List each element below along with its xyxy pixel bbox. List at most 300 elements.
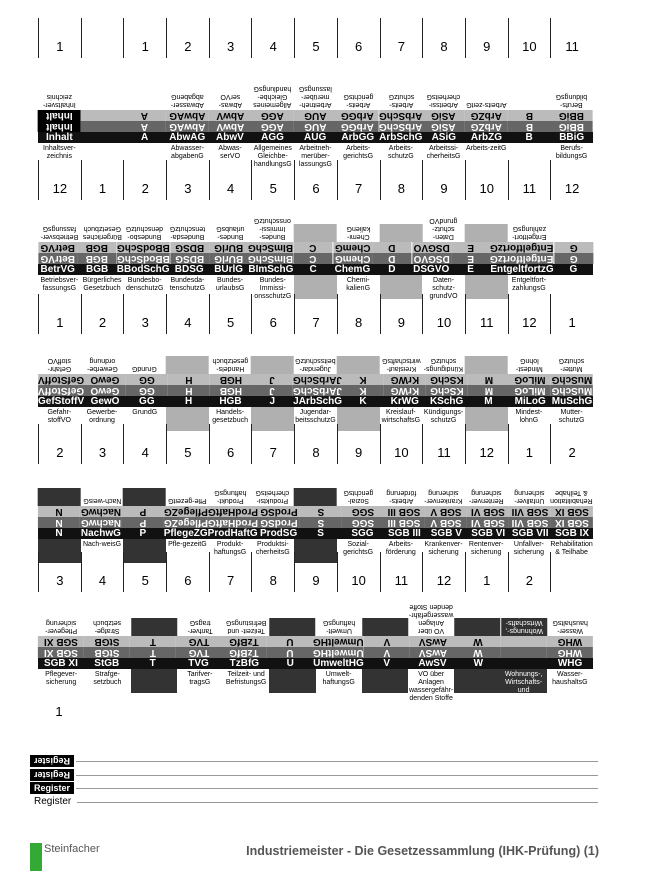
tab-number-label: 7 bbox=[312, 315, 320, 330]
tab-numbers-row-5 bbox=[38, 552, 593, 592]
tab-description-flipped: Rentenver-sicherung bbox=[468, 489, 504, 504]
tab-abbreviation-flipped-dark: StGB bbox=[84, 647, 130, 658]
tab-abbreviation-flipped-dark: N bbox=[38, 517, 80, 528]
tab-abbreviation-flipped-dark: ArbGG bbox=[336, 121, 379, 132]
tab-abbreviation-flipped: P bbox=[122, 506, 164, 517]
tab-number bbox=[337, 294, 380, 334]
tab-description-flipped: Allgemeines Gleichbe-handlungsG bbox=[253, 85, 292, 108]
tab-abbreviation-flipped: W bbox=[455, 636, 501, 647]
tab-number bbox=[422, 294, 465, 334]
tab-description-flipped: Rehabilitation & Teilhabe bbox=[550, 489, 593, 504]
tab-abbreviation-flipped: S bbox=[300, 506, 342, 517]
tab-number-label: 1 bbox=[55, 704, 63, 719]
tab-abbreviation-flipped-dark: WHG bbox=[547, 647, 593, 658]
tab-number bbox=[550, 424, 593, 464]
tab-description: Betriebsver-fassungsG bbox=[40, 277, 79, 292]
tab-description-flipped: Mutter-schutzG bbox=[558, 357, 585, 372]
tab-number bbox=[251, 294, 294, 334]
tab-number-label: 7 bbox=[226, 573, 235, 588]
tab-number bbox=[337, 552, 380, 592]
tab-abbreviation-flipped: M bbox=[468, 374, 510, 385]
tab-number-label: 2 bbox=[56, 445, 64, 460]
tab-abbreviation-flipped-dark: AwSV bbox=[410, 647, 456, 658]
tab-number-label: 5 bbox=[184, 445, 192, 460]
tab-abbreviation: MuSchG bbox=[551, 396, 593, 407]
document-title: Industriemeister - Die Gesetzessammlung (IHK-Prüfung) (1) bbox=[246, 844, 599, 858]
tab-description: Bundesda-tenschutzG bbox=[169, 277, 206, 292]
tab-description-flipped bbox=[251, 356, 294, 374]
tab-abbreviation: BDSG bbox=[170, 264, 209, 275]
tab-number bbox=[166, 18, 209, 58]
tab-abbreviation bbox=[81, 132, 124, 143]
tab-abbreviation: T bbox=[130, 658, 176, 669]
tab-description-flipped: VO über Anlagen wassergefähr-denden Stoffe bbox=[408, 603, 454, 634]
tab-number-label: 7 bbox=[397, 39, 405, 54]
tab-description: Strafge-setzbuch bbox=[93, 671, 122, 686]
tab-number-label: 10 bbox=[436, 315, 452, 330]
tab-abbreviation-flipped: JArbSchG bbox=[293, 374, 343, 385]
tab-number-label: 12 bbox=[522, 315, 537, 330]
tab-number-label: 5 bbox=[141, 573, 149, 588]
tab-number-label: 1 bbox=[56, 39, 64, 54]
tab-description-flipped: Kündigungs-schutzG bbox=[423, 357, 464, 372]
tab-number-label: 6 bbox=[269, 315, 277, 330]
tab-abbreviation: MiLoG bbox=[509, 396, 551, 407]
tab-abbreviation-flipped: BBodSchG bbox=[116, 242, 170, 253]
tab-description-flipped: Bundesbo-denschutzG bbox=[126, 225, 164, 240]
tab-number-label: 7 bbox=[269, 445, 277, 460]
tab-description: Mutter-schutzG bbox=[558, 409, 585, 424]
tab-description-flipped bbox=[380, 224, 423, 242]
tab-description-flipped bbox=[362, 618, 408, 636]
tab-numbers-row-1 bbox=[38, 18, 593, 58]
tab-description-flipped: Krankenver-sicherung bbox=[424, 489, 463, 504]
tab-number-label: 5 bbox=[269, 181, 277, 196]
tab-number-label: 3 bbox=[141, 315, 149, 330]
tab-description-flipped: Arbeits-förderung bbox=[385, 489, 416, 504]
tab-description: Arbeits-gerichtsG bbox=[343, 145, 374, 160]
tab-description-flipped: Wohnungs-, Wirtschafts- und Sozialunion bbox=[501, 618, 547, 636]
tab-number-label: 1 bbox=[525, 445, 534, 460]
tab-number bbox=[337, 160, 380, 200]
tab-description-flipped: Gefahr-stoffVO bbox=[47, 357, 72, 372]
tab-abbreviation: BetrVG bbox=[38, 264, 77, 275]
tab-abbreviation: DSGVO bbox=[413, 264, 450, 275]
tab-number bbox=[508, 424, 551, 464]
tab-description-flipped: Strafge-setzbuch bbox=[93, 619, 122, 634]
tab-abbreviation-flipped: K bbox=[342, 374, 384, 385]
tab-row-1 bbox=[38, 85, 593, 168]
tab-number-label: 2 bbox=[184, 39, 192, 54]
tab-abbreviation-flipped: AwSV bbox=[410, 636, 456, 647]
tab-abbreviation-flipped-dark: S bbox=[300, 517, 342, 528]
tab-abbreviation-flipped-dark: SGB IX bbox=[551, 517, 593, 528]
tab-number bbox=[81, 18, 124, 58]
tab-number-label: 9 bbox=[312, 573, 320, 588]
tab-abbreviation: ArbGG bbox=[336, 132, 379, 143]
tab-abbreviation-flipped-dark: AbwAG bbox=[166, 121, 209, 132]
tab-abbreviation: KrWG bbox=[384, 396, 426, 407]
tab-abbreviation-flipped-dark: M bbox=[468, 385, 510, 396]
tab-numbers-row-4 bbox=[38, 424, 593, 464]
tab-number-label: 11 bbox=[479, 315, 494, 330]
tab-abbreviation: WHG bbox=[547, 658, 593, 669]
tab-abbreviation: E bbox=[451, 264, 490, 275]
tab-abbreviation-flipped-dark: UmweltHG bbox=[313, 647, 364, 658]
tab-number-label: 1 bbox=[98, 181, 107, 196]
tab-abbreviation-flipped: AGG bbox=[251, 110, 294, 121]
tab-description: Jugendar-beitsschutzG bbox=[295, 409, 336, 424]
tab-description: Gefahr-stoffVO bbox=[47, 409, 72, 424]
tab-number bbox=[251, 18, 294, 58]
tab-abbreviation: ArbSchG bbox=[379, 132, 423, 143]
tab-number-label: 5 bbox=[226, 315, 235, 330]
tab-description: Pfle-gezeitG bbox=[168, 541, 207, 548]
tab-abbreviation-flipped-dark: BImSchG bbox=[248, 253, 294, 264]
tab-abbreviation-flipped: EntgeltfortzG bbox=[490, 242, 554, 253]
tab-abbreviation-flipped: PflegeZG bbox=[163, 506, 208, 517]
tab-abbreviation-flipped-dark bbox=[81, 121, 124, 132]
tab-number bbox=[380, 424, 423, 464]
tab-abbreviation-flipped: NachwG bbox=[80, 506, 121, 517]
tab-number-label: 6 bbox=[226, 445, 235, 460]
tab-number-label: 1 bbox=[483, 573, 491, 588]
tab-abbreviation-flipped-dark: ChemG bbox=[334, 253, 371, 264]
tab-number bbox=[251, 552, 294, 592]
tab-description: Sozial-gerichtsG bbox=[343, 541, 374, 556]
tab-abbreviation-flipped: ChemG bbox=[334, 242, 371, 253]
tab-number bbox=[166, 552, 209, 592]
tab-description-flipped bbox=[294, 488, 337, 506]
tab-abbreviation-flipped: ProdHaftG bbox=[207, 506, 258, 517]
tab-abbreviation-flipped bbox=[81, 110, 124, 121]
tab-abbreviation: EntgeltfortzG bbox=[490, 264, 554, 275]
tab-description: Teilzeit- und BefristungsG bbox=[225, 671, 267, 686]
tab-abbreviation-flipped-dark: HGB bbox=[210, 385, 252, 396]
tab-abbreviation: W bbox=[455, 658, 501, 669]
tab-abbreviation-flipped-dark: TVG bbox=[176, 647, 222, 658]
register-label: Register bbox=[30, 769, 74, 781]
tab-number bbox=[81, 294, 124, 334]
tab-number-label: 8 bbox=[397, 181, 405, 196]
tab-abbreviation-flipped: SGB III bbox=[383, 506, 425, 517]
tab-abbreviation: ProdSG bbox=[258, 528, 300, 539]
tab-abbreviation: GefStoffV bbox=[38, 396, 85, 407]
tab-number-label: 8 bbox=[355, 315, 363, 330]
tab-description-flipped: Bürgerliches Gesetzbuch bbox=[82, 225, 122, 240]
tab-number bbox=[251, 424, 294, 464]
tab-number bbox=[251, 160, 294, 200]
tab-abbreviation-flipped-dark: ArbSchG bbox=[379, 121, 423, 132]
tab-abbreviation: AwSV bbox=[410, 658, 456, 669]
tab-abbreviation-flipped: DSGVO bbox=[413, 242, 450, 253]
tab-abbreviation: PflegeZG bbox=[163, 528, 208, 539]
tab-abbreviation-flipped: KSchG bbox=[426, 374, 468, 385]
tab-numbers-row-3 bbox=[38, 294, 593, 334]
tab-abbreviation-flipped-dark: J bbox=[251, 385, 293, 396]
tab-description: Inhaltsver-zeichnis bbox=[43, 145, 76, 160]
tab-abbreviation-flipped-dark: EntgeltfortzG bbox=[490, 253, 554, 264]
tab-number bbox=[38, 160, 81, 200]
tab-description-flipped bbox=[269, 618, 315, 636]
tab-abbreviation bbox=[501, 658, 547, 669]
tab-description-flipped bbox=[38, 488, 81, 506]
tab-abbreviation: J bbox=[251, 396, 293, 407]
tab-abbreviation: G bbox=[554, 264, 593, 275]
tab-abbreviation: S bbox=[300, 528, 342, 539]
tab-description: Umwelt-haftungsG bbox=[322, 671, 355, 686]
tab-abbreviation: KSchG bbox=[426, 396, 468, 407]
tab-abbreviation: ASiG bbox=[422, 132, 465, 143]
tab-abbreviation-flipped: HGB bbox=[210, 374, 252, 385]
tab-description-flipped: Arbeitssi-cherheitsG bbox=[426, 93, 461, 108]
tab-abbreviation-flipped: SGB IX bbox=[551, 506, 593, 517]
tab-abbreviation-flipped-dark: B bbox=[508, 121, 551, 132]
tab-description-flipped: Handels-gesetzbuch bbox=[212, 357, 248, 372]
tab-number-label: 10 bbox=[479, 181, 494, 196]
tab-abbreviation-flipped-dark: BBodSchG bbox=[116, 253, 170, 264]
tab-abbreviation: GG bbox=[126, 396, 168, 407]
tab-abbreviation-flipped-dark: SGB XI bbox=[38, 647, 84, 658]
register-label: Register bbox=[30, 755, 74, 767]
tab-number-label: 6 bbox=[355, 39, 363, 54]
tab-abbreviation: M bbox=[468, 396, 510, 407]
tab-abbreviation: ArbZG bbox=[465, 132, 508, 143]
tab-number-label: 10 bbox=[394, 445, 409, 460]
tab-abbreviation: C bbox=[293, 264, 332, 275]
tab-abbreviation: NachwG bbox=[80, 528, 121, 539]
tab-description: Arbeits-schutzG bbox=[388, 145, 414, 160]
tab-abbreviation: H bbox=[168, 396, 210, 407]
tab-description-flipped: Bundesda-tenschutzG bbox=[169, 225, 206, 240]
tab-number bbox=[81, 424, 124, 464]
tab-description: Bundesbo-denschutzG bbox=[126, 277, 164, 292]
tab-description-flipped: Teilzeit- und BefristungsG bbox=[225, 619, 267, 634]
tab-description-flipped bbox=[454, 618, 500, 636]
tab-abbreviation-flipped-dark: GG bbox=[126, 385, 168, 396]
tab-number-label: 3 bbox=[184, 181, 192, 196]
tab-number bbox=[209, 160, 252, 200]
tab-description-flipped bbox=[166, 356, 209, 374]
tab-abbreviation-flipped-dark: BBiG bbox=[550, 121, 593, 132]
tab-number-label: 2 bbox=[568, 445, 576, 460]
tab-abbreviation-flipped: SGB XI bbox=[38, 636, 84, 647]
tab-number bbox=[38, 552, 81, 592]
tab-abbreviation: ProdHaftG bbox=[207, 528, 258, 539]
tab-abbreviation: AUG bbox=[294, 132, 337, 143]
publisher-logo bbox=[30, 843, 100, 871]
tab-number-label: 12 bbox=[52, 181, 68, 196]
tab-number-label: 11 bbox=[565, 39, 579, 54]
tab-description-flipped: Entgeltfort-zahlungsG bbox=[511, 225, 547, 240]
tab-abbreviation-flipped-dark: ProdHaftG bbox=[207, 517, 258, 528]
tab-number bbox=[550, 552, 593, 592]
tab-number bbox=[465, 424, 508, 464]
tab-abbreviation-flipped: UmweltHG bbox=[313, 636, 364, 647]
tab-number bbox=[123, 424, 166, 464]
tab-abbreviation: A bbox=[123, 132, 166, 143]
tab-description: Abwasser-abgabenG bbox=[170, 145, 204, 160]
tab-abbreviation-flipped-dark: SGG bbox=[342, 517, 384, 528]
tab-description: VO über Anlagen wassergefähr-denden Stoffe bbox=[408, 671, 454, 702]
tab-number bbox=[465, 160, 508, 200]
tab-abbreviation: U bbox=[267, 658, 313, 669]
tab-number bbox=[294, 294, 337, 334]
logo-mark-icon bbox=[30, 843, 42, 871]
tab-abbreviation: GewO bbox=[84, 396, 126, 407]
tab-abbreviation: AbwV bbox=[209, 132, 252, 143]
tab-abbreviation-flipped: ASiG bbox=[422, 110, 465, 121]
tab-description-flipped: Inhaltsver-zeichnis bbox=[43, 93, 76, 108]
tab-abbreviation-flipped-dark: G bbox=[554, 253, 593, 264]
tab-number bbox=[209, 424, 252, 464]
tab-number bbox=[422, 552, 465, 592]
tab-abbreviation-flipped-dark: SGB III bbox=[383, 517, 425, 528]
tab-number bbox=[508, 160, 551, 200]
tab-abbreviation-flipped-dark: AbwV bbox=[209, 121, 252, 132]
tab-abbreviation: SGB XI bbox=[38, 658, 84, 669]
tab-abbreviation-flipped: BDSG bbox=[170, 242, 209, 253]
tab-abbreviation: SGB V bbox=[425, 528, 467, 539]
tab-abbreviation-flipped-dark: BDSG bbox=[170, 253, 209, 264]
tab-abbreviation: StGB bbox=[84, 658, 130, 669]
tab-number bbox=[337, 424, 380, 464]
tab-abbreviation-flipped: BUrlG bbox=[209, 242, 248, 253]
tab-abbreviation-flipped-dark: V bbox=[364, 647, 410, 658]
tab-number bbox=[123, 294, 166, 334]
tab-number bbox=[508, 294, 551, 334]
tab-abbreviation: SGB III bbox=[383, 528, 425, 539]
tab-number bbox=[294, 552, 337, 592]
tab-abbreviation-flipped: U bbox=[267, 636, 313, 647]
tab-description-flipped: Abwas-serVO bbox=[218, 93, 242, 108]
tab-number-label: 3 bbox=[226, 39, 235, 54]
tab-abbreviation-flipped: MuSchG bbox=[551, 374, 593, 385]
tab-abbreviation-flipped: MiLoG bbox=[509, 374, 551, 385]
tab-abbreviation: N bbox=[38, 528, 80, 539]
tab-abbreviation-flipped-dark: E bbox=[451, 253, 490, 264]
tab-abbreviation-flipped-dark: BetrVG bbox=[38, 253, 77, 264]
tab-abbreviation-flipped-dark: A bbox=[123, 121, 166, 132]
tab-abbreviation-flipped: ArbSchG bbox=[379, 110, 423, 121]
tab-abbreviation-flipped-dark: BUrlG bbox=[209, 253, 248, 264]
tab-description: Entgeltfort-zahlungsG bbox=[511, 277, 547, 292]
tab-description: Pflegever-sicherung bbox=[45, 671, 78, 686]
tab-number bbox=[123, 552, 166, 592]
tab-number bbox=[337, 18, 380, 58]
tab-number bbox=[422, 18, 465, 58]
tab-abbreviation: SGG bbox=[342, 528, 384, 539]
tab-description-flipped: Arbeitneh-merüber-lassungsG bbox=[298, 85, 333, 108]
tab-abbreviation-flipped: SGG bbox=[342, 506, 384, 517]
tab-abbreviation-flipped-dark: D bbox=[372, 253, 411, 264]
tab-abbreviation-flipped: N bbox=[38, 506, 80, 517]
tab-abbreviation: UmweltHG bbox=[313, 658, 364, 669]
tab-abbreviation-flipped: V bbox=[364, 636, 410, 647]
tab-abbreviation-flipped-dark: MiLoG bbox=[509, 385, 551, 396]
tab-abbreviation-flipped-dark: SGB V bbox=[425, 517, 467, 528]
tab-number bbox=[38, 294, 81, 334]
tab-description-flipped: Arbeits-gerichtsG bbox=[343, 93, 374, 108]
tab-abbreviation-flipped: H bbox=[168, 374, 210, 385]
tab-description: Rentenver-sicherung bbox=[468, 541, 504, 556]
tab-description: Rehabilitation & Teilhabe bbox=[550, 541, 593, 556]
tab-description: GrundG bbox=[132, 409, 158, 416]
tab-abbreviation: BBodSchG bbox=[116, 264, 170, 275]
tab-abbreviation-flipped-dark: BGB bbox=[77, 253, 116, 264]
tab-abbreviation: TzBfG bbox=[221, 658, 267, 669]
tab-abbreviation-flipped: ArbZG bbox=[465, 110, 508, 121]
tab-number bbox=[166, 294, 209, 334]
tab-description: Kreislauf-wirtschaftsG bbox=[381, 409, 421, 424]
tab-number-label: 3 bbox=[56, 573, 64, 588]
tab-number bbox=[81, 160, 124, 200]
tab-number bbox=[380, 18, 423, 58]
tab-description: Bundes-urlaubsG bbox=[215, 277, 245, 292]
tab-abbreviation-flipped-dark: T bbox=[130, 647, 176, 658]
tab-description-flipped: Bundes-urlaubsG bbox=[215, 225, 245, 240]
tab-description: Daten-schutz-grundVO bbox=[429, 277, 458, 300]
tab-description-flipped: Gewerbe-ordnung bbox=[86, 357, 118, 372]
tab-abbreviation-flipped: SGB VII bbox=[509, 506, 551, 517]
tab-abbreviation-flipped-dark: U bbox=[267, 647, 313, 658]
tab-number-label: 4 bbox=[269, 39, 277, 54]
tab-abbreviation-flipped-dark: ArbZG bbox=[465, 121, 508, 132]
tab-abbreviation-flipped: AUG bbox=[294, 110, 337, 121]
tab-number bbox=[380, 160, 423, 200]
tab-abbreviation-flipped: AbwV bbox=[209, 110, 252, 121]
tab-description-flipped bbox=[465, 356, 508, 374]
tab-abbreviation-flipped-dark: GefStoffV bbox=[38, 385, 85, 396]
tab-number-label: 12 bbox=[479, 445, 494, 460]
tab-number-label: 12 bbox=[564, 181, 580, 196]
tab-abbreviation: ChemG bbox=[334, 264, 371, 275]
tab-number-label: 4 bbox=[98, 573, 107, 588]
tab-number bbox=[465, 294, 508, 334]
tab-abbreviation: BImSchG bbox=[248, 264, 294, 275]
tab-number-label: 9 bbox=[440, 181, 448, 196]
tab-row-5 bbox=[38, 603, 593, 702]
tab-description-flipped bbox=[123, 488, 166, 506]
tab-description-flipped: Wasser-haushaltsG bbox=[552, 619, 588, 634]
tab-number-label: 7 bbox=[355, 181, 363, 196]
tab-abbreviation-flipped: SGB V bbox=[425, 506, 467, 517]
tab-number-label: 3 bbox=[98, 445, 107, 460]
tab-abbreviation: SGB IX bbox=[551, 528, 593, 539]
register-row bbox=[30, 782, 598, 794]
register-row bbox=[30, 796, 598, 808]
tab-description-flipped: Tarifver-tragsG bbox=[187, 619, 213, 634]
tab-abbreviation-flipped-dark bbox=[501, 647, 547, 658]
tab-description-flipped bbox=[123, 92, 166, 110]
tab-description: Wasser-haushaltsG bbox=[552, 671, 588, 686]
tab-number bbox=[38, 18, 81, 58]
tab-abbreviation-flipped: Inhalt bbox=[38, 110, 81, 121]
tab-numbers-row-6 bbox=[38, 683, 593, 723]
tab-number bbox=[209, 294, 252, 334]
tab-number bbox=[38, 683, 80, 723]
tab-description-flipped: Berufs-bildungsG bbox=[555, 93, 588, 108]
tab-description: Chemi-kalienG bbox=[346, 277, 371, 292]
tab-number-label: 4 bbox=[141, 445, 149, 460]
tab-abbreviation-flipped: BetrVG bbox=[38, 242, 77, 253]
tab-abbreviation-flipped: B bbox=[508, 110, 551, 121]
tab-abbreviation-flipped: BImSchG bbox=[248, 242, 294, 253]
tab-number bbox=[465, 552, 508, 592]
tab-abbreviation: Inhalt bbox=[38, 132, 81, 143]
tab-abbreviation: K bbox=[342, 396, 384, 407]
tab-abbreviation-flipped: TzBfG bbox=[221, 636, 267, 647]
